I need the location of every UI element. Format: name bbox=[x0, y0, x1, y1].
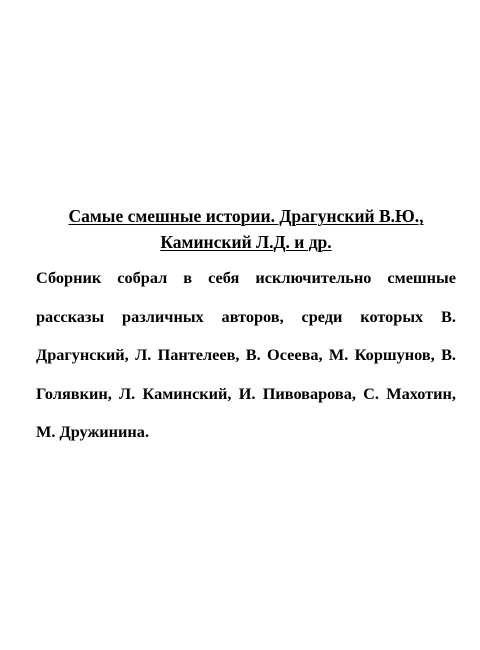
book-description: Сборник собрал в себя исключительно смешные рассказы различных авторов, среди которых В. Драгунский, Л. Пантелеев, В. Осеева, М. Коршунов, В. Голявкин, Л. Каминский, И. Пивоварова, С. Махотин, М. Дружинина. bbox=[36, 268, 456, 441]
document-content bbox=[36, 203, 456, 452]
book-title: Самые смешные истории. Драгунский В.Ю., Каминский Л.Д. и др. bbox=[68, 206, 424, 252]
